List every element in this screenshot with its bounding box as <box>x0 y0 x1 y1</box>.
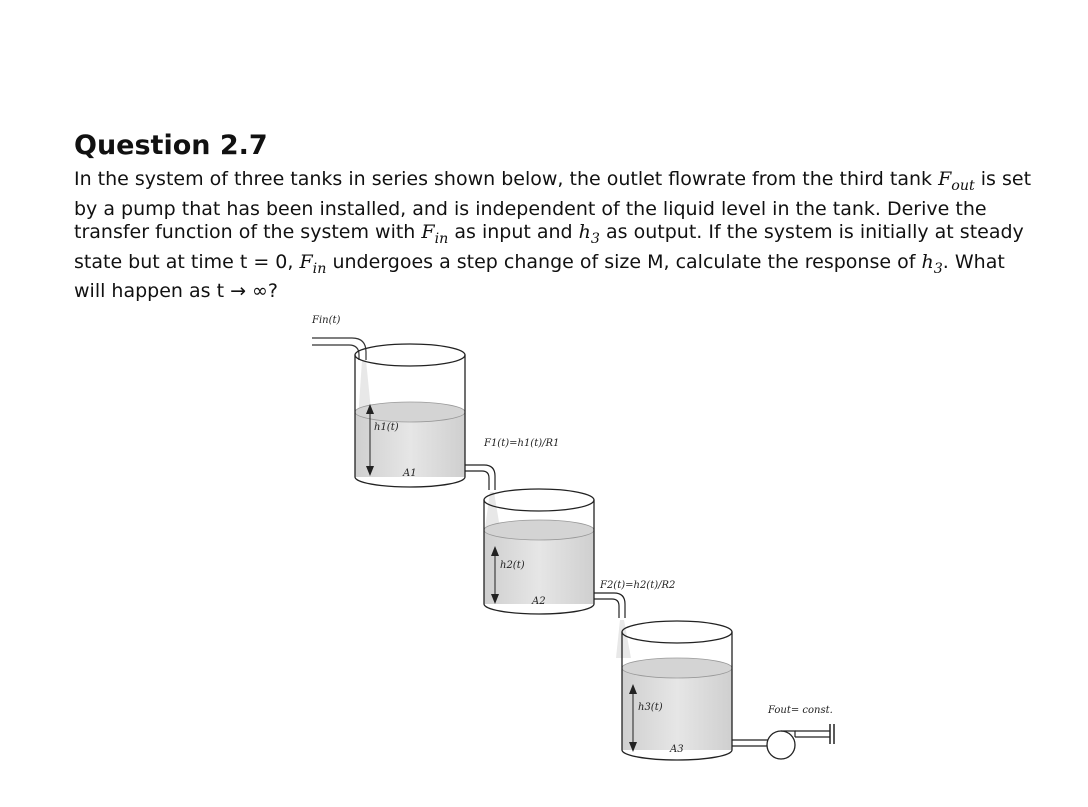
tank-1-area-label: A1 <box>403 468 417 479</box>
fout-symbol: $F_{out}$ <box>938 168 975 194</box>
tank-2-level-label: h2(t) <box>500 560 525 571</box>
question-title: Question 2.7 <box>74 130 268 161</box>
tank-3 <box>616 620 768 760</box>
pump-icon <box>767 724 834 759</box>
fin-symbol: $F_{in}$ <box>421 220 449 247</box>
outlet-flow-label: Fout= const. <box>768 705 833 716</box>
tank-1-level-label: h1(t) <box>374 422 399 433</box>
tank-3-level-label: h3(t) <box>638 702 663 713</box>
tank-2-area-label: A2 <box>532 596 546 607</box>
h3-symbol: $h_3$ <box>578 220 600 247</box>
tank-2 <box>484 489 625 618</box>
flow-2-label: F2(t)=h2(t)/R2 <box>600 580 676 591</box>
tank-3-area-label: A3 <box>670 744 684 755</box>
fin-symbol-2: $F_{in}$ <box>299 250 327 277</box>
flow-1-label: F1(t)=h1(t)/R1 <box>484 438 560 449</box>
inlet-flow-label: Fin(t) <box>312 315 341 326</box>
tank-1 <box>355 344 495 490</box>
question-text: In the system of three tanks in series shown below, the outlet flowrate from the third tank $F_{out}$ is set by a pump that has been installed, and is independent of the liquid level in the tank. Derive the transfer function of the system with $F_{in}$ as input and $h_3$ as output. If the system is initially at steady state but at time t = 0, $F_{in}$ undergoes a step change of size M, calculate the response of $h_3$. What will happen as t → ∞? <box>74 168 1032 303</box>
h3-symbol-2: $h_3$ <box>921 250 943 277</box>
